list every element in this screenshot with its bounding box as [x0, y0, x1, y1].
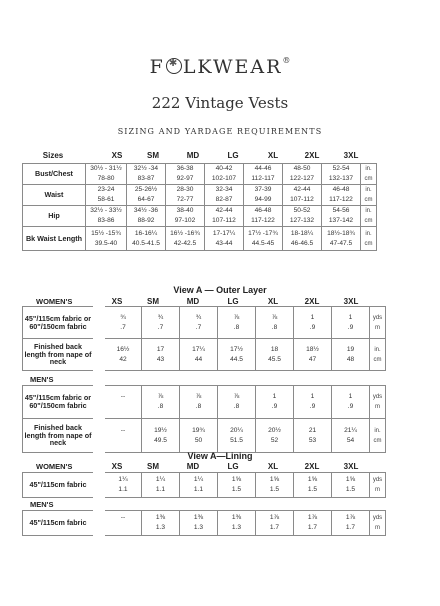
value-bottom [105, 523, 141, 533]
value-in: 42-44 [215, 207, 233, 214]
measurement-cell [244, 164, 283, 185]
value-in: 34½ -36 [133, 207, 159, 214]
yardage-label: Finished back length from nape of neck [23, 419, 100, 453]
size-header-3xl: 3XL [343, 151, 359, 160]
value-top: ¾ [195, 313, 202, 321]
measurement-cell [166, 206, 205, 227]
yardage-cell [332, 511, 370, 536]
value-top: 19½ [154, 426, 167, 434]
value-top: ⅞ [233, 393, 240, 400]
value-cm: 127-132 [289, 217, 315, 224]
yardage-cell [99, 339, 142, 371]
value-top: 1 [310, 393, 315, 400]
measurement-cell [205, 164, 244, 185]
measurement-row [23, 185, 377, 206]
size-header-md: MD [186, 462, 200, 471]
measurement-cell [322, 185, 361, 206]
measurement-cell [322, 227, 361, 251]
value-bottom: 1.7 [345, 524, 356, 531]
unit-cell [361, 227, 377, 251]
size-header-xs: XS [111, 297, 123, 306]
value-bottom: 43 [156, 355, 165, 363]
value-top: 17 [156, 345, 165, 353]
value-cm: 42-42.5 [173, 239, 197, 247]
yardage-row [23, 386, 386, 419]
value-cm: 117-122 [251, 217, 275, 224]
size-header-2xl: 2XL [304, 297, 320, 306]
value-top: 17¼ [192, 345, 205, 353]
section-subtitle: SIZING AND YARDAGE REQUIREMENTS [117, 127, 323, 136]
size-header-sm: SM [147, 462, 159, 471]
value-cm: 78-80 [97, 175, 115, 182]
yardage-cell [256, 339, 294, 371]
value-top: -- [120, 426, 126, 434]
yardage-cell [256, 511, 294, 536]
value-top: 21¼ [344, 426, 357, 434]
unit-top: yds [372, 477, 383, 483]
measurement-cell [166, 185, 205, 206]
value-bottom: 51.5 [230, 436, 243, 444]
yardage-label: 45"/115cm fabric or 60"/150cm fabric [23, 307, 100, 339]
value-in: 42-44 [293, 186, 311, 193]
measurement-cell [166, 164, 205, 185]
value-top: ¾ [120, 313, 126, 321]
yardage-cell [332, 386, 370, 419]
value-bottom: 1.5 [345, 486, 356, 493]
unit-bottom: m [375, 324, 380, 331]
measurement-cell [244, 185, 283, 206]
yardage-cell [142, 339, 180, 371]
yardage-cell [180, 307, 218, 339]
mens-label: MEN'S [30, 375, 54, 384]
value-in: 16½ -16¾ [170, 229, 200, 237]
value-bottom: .8 [157, 403, 164, 410]
value-in: 17½ -17¾ [248, 229, 278, 237]
value-top: ⅞ [233, 313, 240, 321]
measurement-cell [322, 206, 361, 227]
size-header-sm: SM [147, 151, 159, 160]
value-cm: 107-112 [290, 196, 314, 203]
value-bottom [105, 436, 141, 446]
unit-in: in. [365, 187, 372, 193]
value-top: 1⅞ [345, 514, 356, 521]
value-bottom: 44.5 [230, 355, 243, 363]
unit-top: yds [372, 515, 383, 521]
size-header-sm: SM [147, 297, 159, 306]
size-header-xs: XS [111, 151, 123, 160]
measurement-row [23, 227, 377, 251]
value-cm: 47-47.5 [329, 239, 353, 247]
value-bottom: .9 [309, 403, 316, 410]
value-bottom [105, 402, 141, 412]
unit-bottom: m [375, 404, 380, 410]
measurement-cell [86, 164, 127, 185]
womens-label: WOMEN'S [36, 297, 73, 306]
size-header-2xl: 2XL [304, 151, 320, 160]
value-bottom: 1.1 [193, 486, 204, 493]
unit-bottom: cm [373, 356, 382, 363]
pattern-title: 222 Vintage Vests [151, 94, 289, 112]
unit-in: in. [365, 230, 372, 237]
value-cm: 39.5-40 [94, 239, 118, 247]
unit-bottom: m [375, 525, 380, 531]
yardage-cell [332, 339, 370, 371]
yardage-row [23, 419, 386, 453]
star-emblem-icon [166, 58, 182, 74]
value-in: 30½ - 31½ [90, 165, 122, 172]
value-cm: 40.5-41.5 [132, 239, 160, 247]
mens-label: MEN'S [30, 500, 54, 509]
value-bottom: 44 [194, 355, 203, 363]
yardage-cell [218, 386, 256, 419]
value-top: 1¼ [193, 476, 204, 483]
yardage-cell [180, 473, 218, 498]
value-bottom: 42 [119, 355, 127, 363]
yardage-row [23, 339, 386, 371]
unit-cell [370, 307, 386, 339]
value-top: 1⅞ [307, 514, 318, 521]
measurement-cell [244, 206, 283, 227]
value-cm: 102-107 [211, 175, 237, 182]
lining-womens-table [22, 472, 386, 498]
yardage-cell [256, 419, 294, 453]
measurement-cell [86, 185, 127, 206]
value-in: 36-38 [176, 165, 194, 172]
yardage-cell [218, 339, 256, 371]
value-top: 19 [346, 345, 355, 353]
unit-cm: cm [364, 218, 373, 224]
value-bottom: 45.5 [268, 355, 281, 363]
value-in: 16-16¼ [134, 229, 158, 237]
value-in: 32½ -34 [133, 165, 159, 172]
yardage-label: 45"/115cm fabric [23, 511, 100, 536]
yardage-cell [294, 307, 332, 339]
yardage-cell [99, 307, 142, 339]
value-bottom: 52 [270, 436, 279, 444]
value-cm: 137-142 [328, 217, 354, 224]
measurement-label: Hip [23, 206, 86, 227]
unit-cm: cm [364, 240, 373, 247]
measurement-cell [283, 227, 322, 251]
value-top: 1⅜ [155, 514, 166, 521]
size-header-xl: XL [267, 462, 279, 471]
value-cm: 46-46.5 [290, 239, 314, 247]
size-header-lg: LG [227, 151, 239, 160]
value-bottom: 1.1 [155, 486, 166, 493]
value-bottom: .8 [271, 323, 278, 331]
value-cm: 92-97 [176, 175, 194, 182]
value-in: 23-24 [97, 186, 115, 193]
value-in: 46-48 [254, 207, 272, 214]
value-top: 1 [348, 313, 353, 321]
value-top: ⅞ [195, 393, 202, 400]
measurement-cell [205, 206, 244, 227]
value-top: 1⅝ [307, 476, 318, 483]
value-top: 1 [310, 313, 315, 321]
value-top: ⅞ [157, 393, 164, 400]
unit-cell [370, 339, 386, 371]
value-in: 54-56 [332, 207, 350, 214]
unit-cell [370, 511, 386, 536]
yardage-cell [99, 419, 142, 453]
yardage-cell [180, 339, 218, 371]
yardage-label: 45"/115cm fabric [23, 473, 100, 498]
yardage-label: Finished back length from nape of neck [23, 339, 100, 371]
value-top: 18½ [306, 345, 319, 353]
value-top: 1⅞ [269, 514, 280, 521]
yardage-cell [99, 473, 142, 498]
measurement-row [23, 206, 377, 227]
value-cm: 132-137 [328, 175, 354, 182]
yardage-cell [332, 307, 370, 339]
value-in: 46-48 [332, 186, 350, 193]
unit-cell [361, 206, 377, 227]
value-bottom: 1.3 [231, 524, 242, 531]
value-in: 28-30 [176, 186, 194, 193]
yardage-cell [218, 307, 256, 339]
value-bottom: .8 [233, 403, 240, 410]
measurement-cell [322, 164, 361, 185]
value-cm: 44.5-45 [251, 239, 275, 247]
value-top: ¾ [157, 313, 164, 321]
value-top: 21 [308, 426, 317, 434]
value-in: 32-34 [215, 186, 233, 193]
value-bottom: .7 [157, 323, 164, 331]
value-bottom: 50 [194, 436, 203, 444]
value-top: 1¼ [118, 476, 128, 483]
size-header-2xl: 2XL [304, 462, 320, 471]
value-top: 16½ [116, 345, 130, 353]
unit-cm: cm [364, 176, 373, 182]
yardage-cell [180, 386, 218, 419]
measurement-cell [283, 164, 322, 185]
unit-cell [370, 386, 386, 419]
yardage-cell [256, 473, 294, 498]
yardage-row [23, 511, 386, 536]
yardage-label: 45"/115cm fabric or 60"/150cm fabric [23, 386, 100, 419]
value-top: 1⅝ [269, 476, 280, 483]
outer-womens-table [22, 306, 386, 371]
yardage-row [23, 307, 386, 339]
value-in: 38-40 [176, 207, 194, 214]
yardage-cell [142, 307, 180, 339]
brand-logo: F✱ LKWEAR® [0, 56, 440, 78]
value-top: -- [120, 514, 126, 521]
value-bottom: 1.7 [269, 524, 280, 531]
yardage-cell [99, 386, 142, 419]
value-in: 18-18¼ [290, 229, 314, 237]
yardage-cell [142, 419, 180, 453]
yardage-cell [142, 386, 180, 419]
value-bottom: 1.7 [307, 524, 318, 531]
yardage-cell [142, 473, 180, 498]
value-in: 37-39 [254, 186, 272, 193]
outer-mens-table [22, 385, 386, 453]
value-cm: 83-87 [137, 175, 155, 182]
measurement-cell [127, 227, 166, 251]
yardage-cell [294, 339, 332, 371]
yardage-cell [218, 511, 256, 536]
value-cm: 97-102 [174, 217, 196, 224]
value-top: 20½ [268, 426, 281, 434]
measurement-label: Waist [23, 185, 86, 206]
view-a-lining-title: View A—Lining [187, 451, 253, 461]
size-header-xl: XL [267, 151, 279, 160]
value-cm: 64-67 [137, 196, 155, 203]
value-top: ⅞ [271, 313, 278, 321]
measurement-label: Bust/Chest [23, 164, 86, 185]
unit-top: in. [374, 346, 381, 353]
value-bottom: 53 [308, 436, 317, 444]
value-bottom: 1.5 [307, 486, 318, 493]
value-cm: 72-77 [176, 196, 194, 203]
measurement-cell [166, 227, 205, 251]
value-in: 40-42 [215, 165, 233, 172]
value-bottom: .8 [195, 403, 202, 410]
measurement-cell [205, 185, 244, 206]
value-bottom: 1.1 [118, 486, 128, 493]
value-cm: 107-112 [212, 217, 236, 224]
value-in: 44-46 [254, 165, 272, 172]
measurements-table [22, 163, 377, 251]
value-bottom: 48 [346, 355, 355, 363]
yardage-cell [142, 511, 180, 536]
value-bottom: 1.3 [155, 524, 166, 531]
unit-top: yds [372, 394, 383, 400]
value-top: 1 [272, 393, 277, 400]
unit-top: yds [372, 314, 383, 321]
value-top: -- [120, 393, 126, 400]
measurement-cell [244, 227, 283, 251]
value-in: 52-54 [332, 165, 350, 172]
yardage-cell [294, 419, 332, 453]
measurement-cell [205, 227, 244, 251]
lining-mens-table [22, 510, 386, 536]
value-cm: 83-86 [97, 217, 115, 224]
value-in: 32½ - 33½ [90, 207, 122, 214]
size-header-lg: LG [227, 297, 239, 306]
unit-bottom: m [375, 487, 380, 493]
value-cm: 82-87 [215, 196, 233, 203]
sizes-header: Sizes [42, 151, 64, 160]
value-bottom: .9 [271, 403, 278, 410]
yardage-cell [218, 473, 256, 498]
value-bottom: .9 [347, 403, 354, 410]
value-top: 1⅜ [231, 514, 242, 521]
unit-cell [361, 185, 377, 206]
value-bottom: 1.5 [269, 486, 280, 493]
value-bottom: 49.5 [154, 436, 167, 444]
size-header-md: MD [186, 297, 200, 306]
measurement-cell [283, 185, 322, 206]
measurement-cell [127, 185, 166, 206]
value-bottom: 47 [308, 355, 317, 363]
value-cm: 94-99 [254, 196, 272, 203]
size-header-xl: XL [267, 297, 279, 306]
yardage-cell [256, 386, 294, 419]
value-bottom: .9 [347, 323, 354, 331]
measurement-label: Bk Waist Length [23, 227, 86, 251]
size-header-3xl: 3XL [343, 297, 359, 306]
yardage-cell [180, 419, 218, 453]
size-header-xs: XS [111, 462, 123, 471]
value-cm: 112-117 [251, 175, 275, 182]
value-cm: 58-61 [97, 196, 115, 203]
value-in: 50-52 [293, 207, 311, 214]
yardage-cell [180, 511, 218, 536]
value-top: 1¼ [155, 476, 166, 483]
unit-cell [370, 419, 386, 453]
yardage-cell [332, 419, 370, 453]
measurement-row [23, 164, 377, 185]
measurement-cell [86, 227, 127, 251]
yardage-cell [294, 511, 332, 536]
value-top: 1 [348, 393, 353, 400]
value-top: 20¼ [230, 426, 243, 434]
value-in: 25-26½ [134, 186, 158, 193]
value-bottom: 1.3 [193, 524, 204, 531]
value-bottom: .7 [120, 323, 126, 331]
value-cm: 88-92 [137, 217, 155, 224]
unit-cm: cm [364, 197, 373, 203]
unit-in: in. [365, 166, 372, 172]
unit-bottom: cm [373, 437, 382, 444]
measurement-cell [86, 206, 127, 227]
value-cm: 122-127 [289, 175, 315, 182]
view-a-outer-title: View A — Outer Layer [173, 285, 267, 295]
yardage-cell [218, 419, 256, 453]
value-in: 17-17¼ [212, 229, 236, 237]
measurement-cell [127, 164, 166, 185]
yardage-row [23, 473, 386, 498]
brand-rest: LKWEAR [182, 56, 283, 78]
value-bottom: .8 [233, 323, 240, 331]
unit-top: in. [374, 427, 381, 434]
value-top: 18 [270, 345, 279, 353]
value-top: 19¾ [192, 426, 205, 434]
value-cm: 43-44 [215, 239, 233, 247]
value-in: 18½-18¾ [327, 229, 355, 237]
value-top: 17½ [230, 345, 243, 353]
unit-cell [370, 473, 386, 498]
value-in: 15½ -15¾ [91, 229, 121, 237]
size-header-3xl: 3XL [343, 462, 359, 471]
measurement-cell [127, 206, 166, 227]
value-cm: 117-122 [329, 196, 353, 203]
value-top: 1⅝ [345, 476, 356, 483]
yardage-cell [294, 473, 332, 498]
value-top: 1⅜ [193, 514, 204, 521]
unit-cell [361, 164, 377, 185]
value-in: 48-50 [293, 165, 311, 172]
yardage-cell [294, 386, 332, 419]
yardage-cell [99, 511, 142, 536]
value-bottom: .9 [309, 323, 316, 331]
size-header-md: MD [186, 151, 200, 160]
yardage-cell [332, 473, 370, 498]
value-bottom: .7 [195, 323, 202, 331]
unit-in: in. [365, 208, 372, 214]
value-bottom: 1.5 [231, 486, 242, 493]
size-header-lg: LG [227, 462, 239, 471]
value-top: 1⅝ [231, 476, 242, 483]
value-bottom: 54 [346, 436, 355, 444]
yardage-cell [256, 307, 294, 339]
womens-label: WOMEN'S [36, 462, 73, 471]
measurement-cell [283, 206, 322, 227]
